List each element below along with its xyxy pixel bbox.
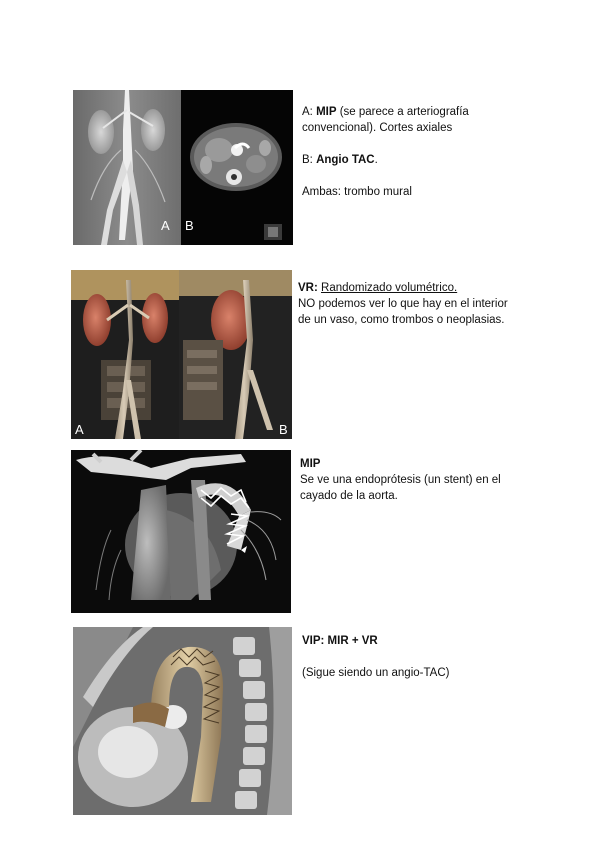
- vip-note: (Sigue siendo un angio-TAC): [302, 667, 450, 679]
- angio-tac-line: B: Angio TAC.: [302, 154, 378, 166]
- section1-text: [302, 104, 572, 200]
- vr-term: VR:: [298, 282, 318, 294]
- volume-rendering-image: [71, 270, 292, 439]
- panel-b-label: B: [185, 218, 194, 233]
- vr-panel-b-label: B: [279, 422, 288, 437]
- vr-title: [298, 280, 578, 296]
- mural-thrombus-line: Ambas: trombo mural: [302, 186, 412, 198]
- mip-title: [300, 456, 570, 472]
- mip-stent-image: [71, 450, 291, 613]
- stent-line-2: cayado de la aorta.: [300, 490, 398, 502]
- mip-angio-tac-image: [73, 90, 293, 245]
- angio-tac-term: Angio TAC: [316, 154, 375, 166]
- vip-title: [302, 633, 572, 649]
- mip-line-2: convencional). Cortes axiales: [302, 122, 453, 134]
- section2-text: [298, 280, 578, 328]
- section3-text: [300, 456, 570, 504]
- mip-heading: MIP: [300, 458, 321, 470]
- section4-text: [302, 633, 572, 681]
- mip-line: A: MIP (se parece a arteriografía: [302, 106, 469, 118]
- vr-panel-a-label: A: [75, 422, 84, 437]
- vr-line-2: NO podemos ver lo que hay en el interior: [298, 298, 508, 310]
- vip-sagittal-image: [73, 627, 292, 815]
- mip-term: MIP: [316, 106, 337, 118]
- vip-heading: VIP: MIR + VR: [302, 635, 378, 647]
- vr-line-3: de un vaso, como trombos o neoplasias.: [298, 314, 505, 326]
- stent-line-1: Se ve una endoprótesis (un stent) en el: [300, 474, 501, 486]
- vr-definition: Randomizado volumétrico.: [321, 282, 458, 294]
- panel-a-label: A: [161, 218, 170, 233]
